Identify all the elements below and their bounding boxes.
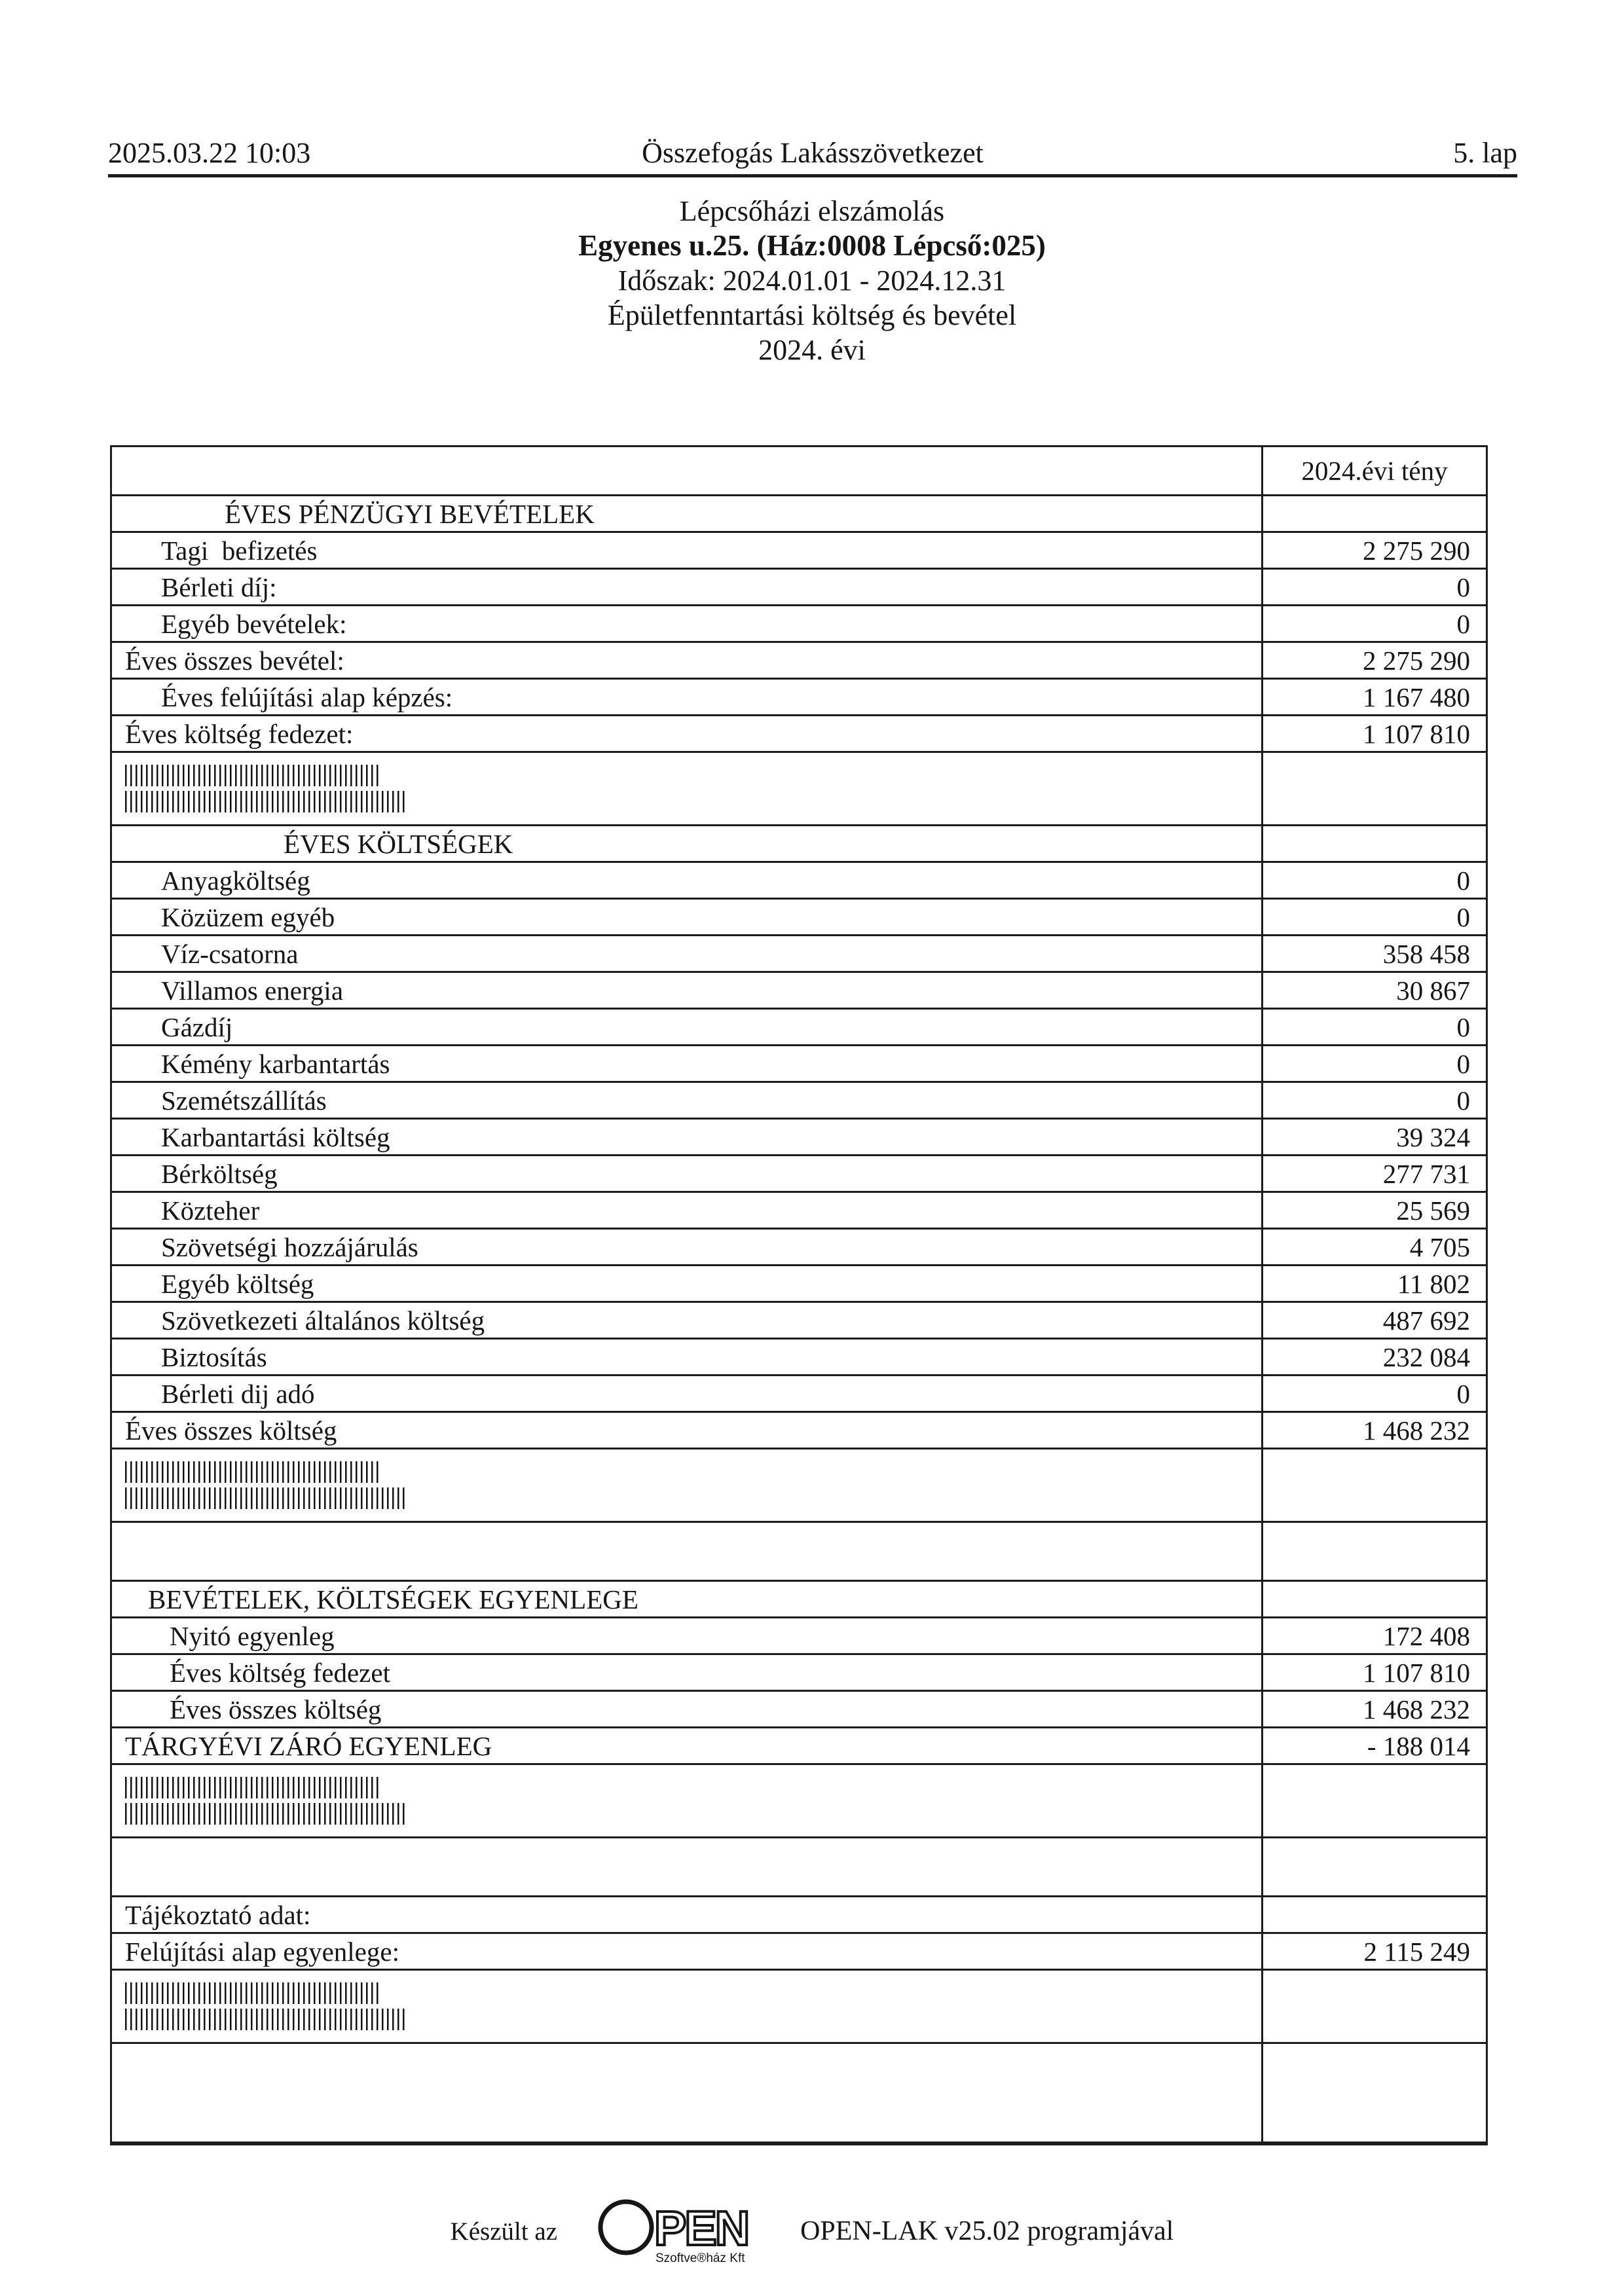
row-value: 1 468 232 (1261, 1413, 1486, 1448)
row-label: Egyéb költség (161, 1268, 314, 1299)
logo-pen-text: PEN (654, 2201, 748, 2255)
stripe-block (125, 1803, 405, 1825)
table-row (112, 1008, 1486, 1044)
table-row (112, 1228, 1486, 1264)
program-version-label: OPEN-LAK v25.02 programjával (800, 2216, 1174, 2246)
row-label: Bérköltség (161, 1158, 278, 1189)
row-label: Gázdíj (161, 1011, 233, 1042)
table-row (112, 934, 1486, 971)
redaction-row (112, 1969, 1486, 2042)
row-value: 0 (1261, 1010, 1486, 1044)
row-label (112, 1523, 1261, 1580)
row-value (1261, 1765, 1486, 1836)
logo-o-circle (600, 2202, 652, 2253)
stripe-block (125, 765, 382, 786)
row-label (112, 447, 1261, 494)
open-software-logo (595, 2195, 762, 2268)
stripe-block (125, 1982, 382, 2004)
table-row (112, 678, 1486, 714)
row-label: Éves összes költség (170, 1694, 382, 1724)
row-label: Éves költség fedezet (170, 1657, 390, 1688)
table-row (112, 447, 1486, 494)
row-label: Villamos energia (161, 975, 344, 1006)
row-label: Felújítási alap egyenlege: (125, 1936, 399, 1967)
row-label: Közüzem egyéb (161, 902, 335, 932)
table-row (112, 1301, 1486, 1338)
row-value: 39 324 (1261, 1120, 1486, 1154)
logo-subtext: Szoftve®ház Kft (655, 2251, 745, 2265)
row-value: 358 458 (1261, 936, 1486, 971)
statement-table (110, 445, 1488, 2145)
redaction-stripes (112, 753, 1261, 824)
redaction-stripes (112, 1971, 1261, 2042)
table-row (112, 604, 1486, 641)
row-value: 0 (1261, 1046, 1486, 1081)
row-value (1261, 1582, 1486, 1616)
row-label: Egyéb bevételek: (161, 608, 347, 639)
row-label: Víz-csatorna (161, 938, 299, 969)
page-number: 5. lap (1453, 137, 1517, 169)
row-label: Éves felújítási alap képzés: (161, 682, 453, 712)
table-row (112, 1191, 1486, 1228)
row-value: 0 (1261, 863, 1486, 898)
table-row (112, 1374, 1486, 1411)
table-row (112, 568, 1486, 604)
table-row (112, 1411, 1486, 1448)
row-value: 1 468 232 (1261, 1692, 1486, 1726)
row-label: Éves összes bevétel: (125, 645, 344, 676)
period-line: Időszak: 2024.01.01 - 2024.12.31 (618, 264, 1006, 297)
title-block (0, 194, 1624, 367)
row-label: Bérleti dij adó (161, 1378, 315, 1409)
table-row (112, 494, 1486, 531)
table-row (112, 1616, 1486, 1653)
company-name: Összefogás Lakásszövetkezet (642, 137, 984, 169)
section-label: ÉVES KÖLTSÉGEK (284, 828, 513, 859)
table-row (112, 714, 1486, 751)
row-label (112, 2044, 1261, 2141)
redaction-row (112, 1763, 1486, 1836)
row-label: Tájékoztató adat: (125, 1899, 311, 1930)
section-label: ÉVES PÉNZÜGYI BEVÉTELEK (225, 498, 595, 529)
table-row (112, 1836, 1486, 1895)
row-value: 11 802 (1261, 1266, 1486, 1301)
redaction-row (112, 751, 1486, 824)
row-label: Bérleti díj: (161, 572, 277, 602)
row-value: 1 167 480 (1261, 680, 1486, 714)
row-value: 232 084 (1261, 1339, 1486, 1374)
section-label: BEVÉTELEK, KÖLTSÉGEK EGYENLEGE (148, 1584, 638, 1614)
table-row (112, 898, 1486, 934)
row-value: 0 (1261, 1083, 1486, 1118)
row-value (1261, 826, 1486, 861)
table-row (112, 1726, 1486, 1763)
stripe-block (125, 1777, 382, 1798)
table-row (112, 641, 1486, 678)
row-label: Éves összes költség (125, 1415, 337, 1446)
table-row (112, 1580, 1486, 1616)
table-row (112, 1338, 1486, 1374)
page-header (108, 137, 1517, 177)
row-value: 0 (1261, 900, 1486, 934)
row-value (1261, 2044, 1486, 2141)
row-value (1261, 753, 1486, 824)
row-value: 2 275 290 (1261, 643, 1486, 678)
row-label: Tagi befizetés (161, 535, 318, 566)
row-label: Anyagköltség (161, 865, 310, 896)
table-row (112, 531, 1486, 568)
row-label: Szemétszállítás (161, 1085, 327, 1116)
row-value (1261, 1449, 1486, 1521)
row-value: - 188 014 (1261, 1728, 1486, 1763)
table-row (112, 1154, 1486, 1191)
report-subtitle: Épületfenntartási költség és bevétel (607, 299, 1017, 331)
stripe-block (125, 1461, 382, 1483)
row-label: Nyitó egyenleg (170, 1620, 335, 1651)
row-value: 2 115 249 (1261, 1934, 1486, 1969)
table-row (112, 824, 1486, 861)
table-row (112, 1895, 1486, 1932)
redaction-stripes (112, 1765, 1261, 1836)
row-value: 4 705 (1261, 1230, 1486, 1264)
row-value: 172 408 (1261, 1618, 1486, 1653)
row-value: 0 (1261, 606, 1486, 641)
stripe-block (125, 2009, 405, 2030)
year-line: 2024. évi (758, 334, 866, 366)
table-row (112, 861, 1486, 898)
table-row (112, 1118, 1486, 1154)
row-label: Kémény karbantartás (161, 1048, 390, 1079)
table-row (112, 1081, 1486, 1118)
stripe-block (125, 791, 405, 812)
row-value (1261, 1523, 1486, 1580)
report-title: Lépcsőházi elszámolás (679, 195, 945, 227)
table-row (112, 1690, 1486, 1726)
row-label: Éves költség fedezet: (125, 718, 354, 749)
row-value: 2024.évi tény (1261, 447, 1486, 494)
row-value: 277 731 (1261, 1156, 1486, 1191)
table-row (112, 1653, 1486, 1690)
row-label: TÁRGYÉVI ZÁRÓ EGYENLEG (125, 1730, 492, 1761)
row-value: 0 (1261, 570, 1486, 604)
row-label (112, 1838, 1261, 1895)
stripe-block (125, 1487, 405, 1509)
print-datetime: 2025.03.22 10:03 (108, 137, 311, 169)
table-row (112, 1932, 1486, 1969)
row-value (1261, 1971, 1486, 2042)
table-row (112, 1521, 1486, 1580)
address-line: Egyenes u.25. (Ház:0008 Lépcső:025) (578, 229, 1046, 262)
page-footer (0, 2195, 1624, 2268)
row-value: 1 107 810 (1261, 716, 1486, 751)
row-value: 0 (1261, 1376, 1486, 1411)
table-row (112, 1044, 1486, 1081)
table-row (112, 2042, 1486, 2141)
row-value (1261, 1838, 1486, 1895)
row-value: 30 867 (1261, 973, 1486, 1008)
row-value (1261, 496, 1486, 531)
row-value: 25 569 (1261, 1193, 1486, 1228)
table-row (112, 1264, 1486, 1301)
redaction-stripes (112, 1449, 1261, 1521)
row-label: Szövetkezeti általános költség (161, 1305, 485, 1336)
row-label: Közteher (161, 1195, 260, 1226)
row-value: 487 692 (1261, 1303, 1486, 1338)
row-value: 1 107 810 (1261, 1655, 1486, 1690)
row-label: Karbantartási költség (161, 1121, 390, 1152)
redaction-row (112, 1448, 1486, 1521)
table-row (112, 971, 1486, 1008)
made-with-label: Készült az (450, 2217, 558, 2246)
row-label: Szövetségi hozzájárulás (161, 1231, 418, 1262)
row-value (1261, 1897, 1486, 1932)
row-label: Biztosítás (161, 1341, 267, 1372)
row-value: 2 275 290 (1261, 533, 1486, 568)
